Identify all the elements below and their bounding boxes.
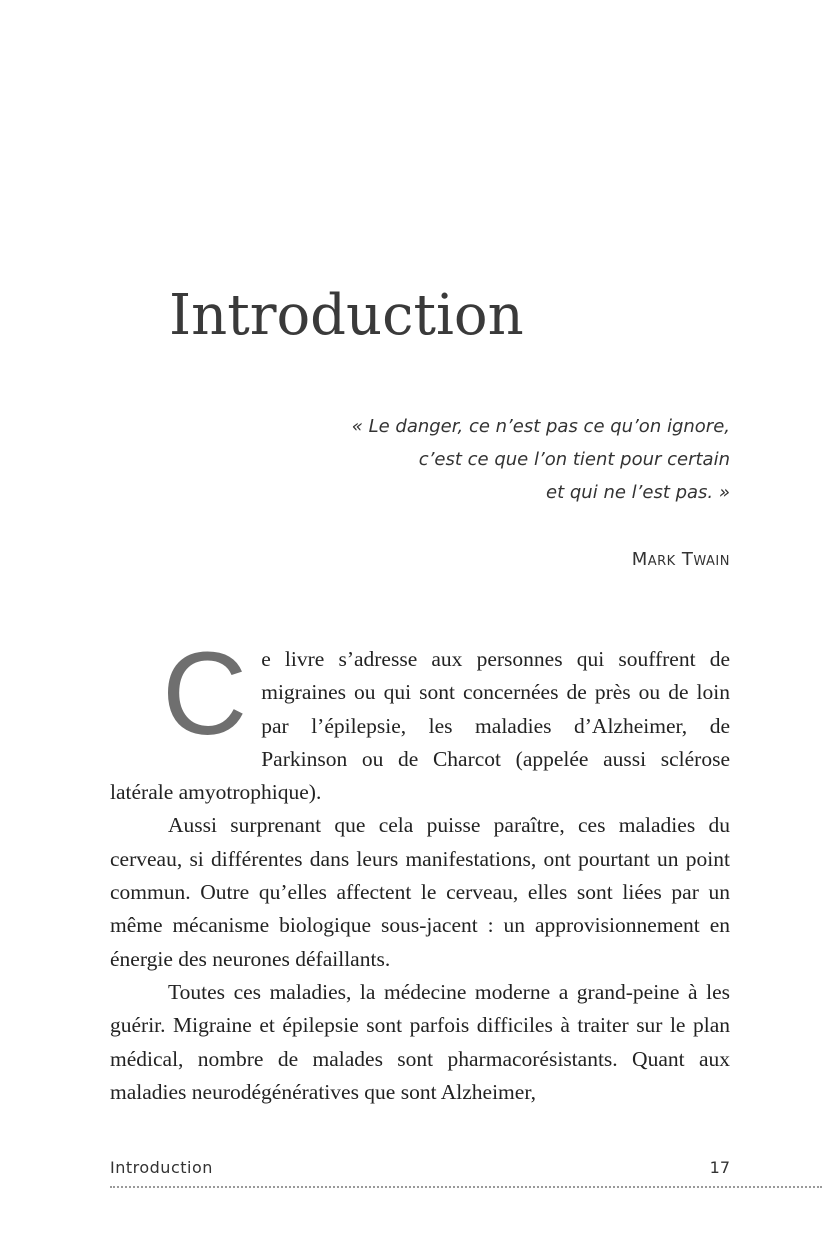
paragraph-text: e livre s’adresse aux personnes qui souffrent de migraines ou qui sont concernées de près ou de loin par l’épilepsie, les maladies d’Alzheimer, de Parkinson ou de Charcot (appelée aussi sclérose latérale amyotrophique).	[110, 647, 730, 805]
page-number: 17	[709, 1158, 730, 1177]
epigraph-author: Mark Twain	[631, 549, 730, 570]
footer-divider	[110, 1186, 822, 1188]
paragraph: Toutes ces maladies, la médecine moderne a grand-peine à les guérir. Migraine et épilepsie sont parfois difficiles à traiter sur le plan médical, nombre de malades sont pharmacorésistants. Quant aux maladies neurodégénératives que sont Alzheimer,	[110, 979, 730, 1104]
chapter-title: Introduction	[169, 283, 524, 348]
body-text	[110, 628, 730, 1109]
epigraph-line: « Le danger, ce n’est pas ce qu’on ignore,	[351, 416, 730, 437]
drop-cap: C	[162, 628, 248, 760]
paragraph: Aussi surprenant que cela puisse paraître, ces maladies du cerveau, si différentes dans leurs manifestations, ont pourtant un point commun. Outre qu’elles affectent le cerveau, elles sont liées par un même mécanisme biologique sous-jacent : un approvisionnement en énergie des neurones défaillants.	[110, 813, 730, 971]
paragraph	[110, 628, 730, 809]
epigraph	[210, 410, 730, 509]
running-head: Introduction	[110, 1158, 213, 1177]
epigraph-line: c’est ce que l’on tient pour certain	[418, 449, 730, 470]
epigraph-line: et qui ne l’est pas. »	[546, 482, 730, 503]
